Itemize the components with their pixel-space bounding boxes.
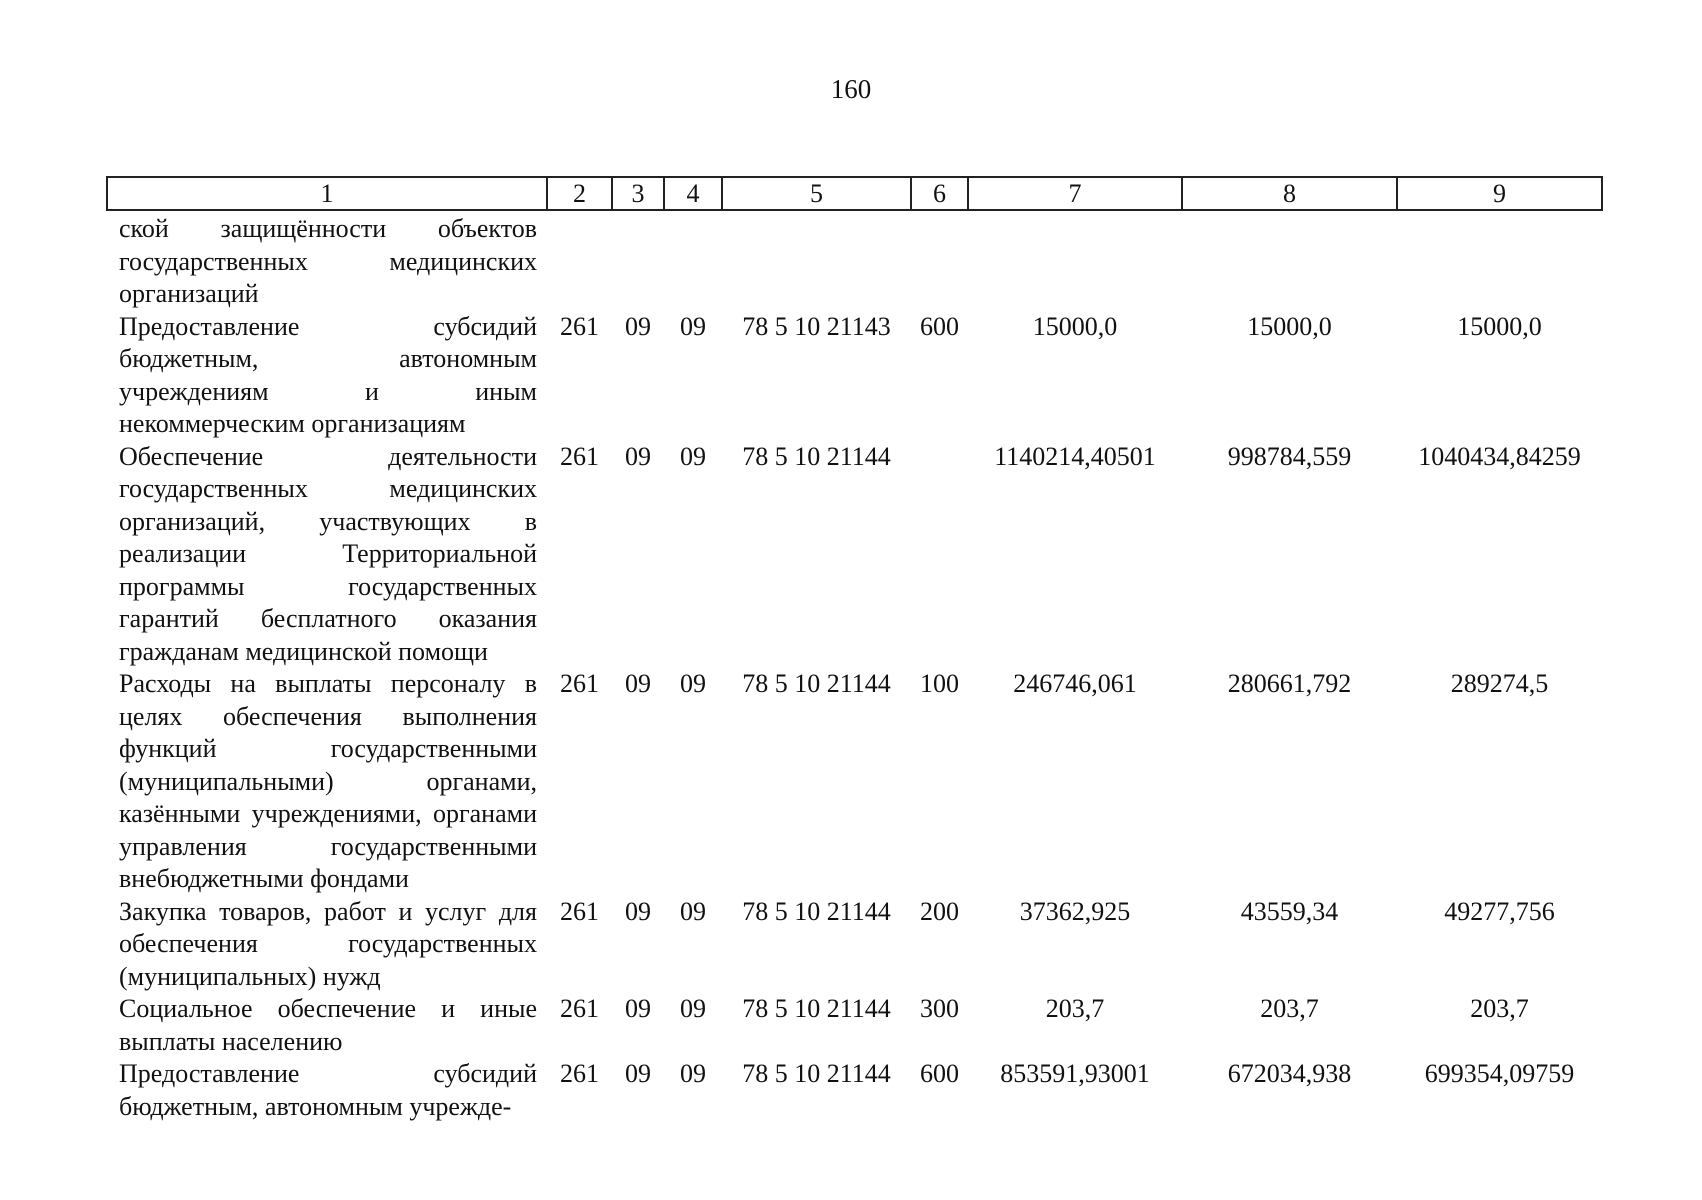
cell-col-2: 261 [560,441,599,471]
table-row [107,668,1602,896]
cell-col-8 [1182,210,1397,311]
column-header-4: 4 [664,177,722,210]
cell-col-6 [911,210,968,311]
cell-col-6: 200 [920,896,959,926]
column-header-8: 8 [1182,177,1397,210]
cell-col-3: 09 [625,669,651,698]
cell-col-9: 203,7 [1470,994,1529,1023]
cell-col-8: 672034,938 [1227,1059,1352,1088]
column-header-9: 9 [1397,177,1602,210]
table-row [107,210,1602,311]
cell-col-7: 1140214,40501 [994,441,1156,471]
table-row [107,896,1602,994]
page-number: 160 [830,74,872,104]
cell-col-3: 09 [625,311,651,341]
cell-col-7: 37362,925 [1019,896,1131,926]
row-description: ской защищённости объектов государственных медицинских организаций [119,214,537,308]
cell-col-3: 09 [625,896,651,926]
table-row [107,993,1602,1058]
cell-col-9: 15000,0 [1457,311,1542,341]
table-row [107,311,1602,441]
cell-col-3: 09 [625,994,651,1023]
table-header [107,177,1602,210]
table-row [107,1058,1602,1123]
cell-col-9: 699354,09759 [1424,1059,1575,1088]
cell-col-5 [722,210,911,311]
column-header-6: 6 [911,177,968,210]
cell-col-4: 09 [680,896,706,926]
cell-col-6: 300 [920,994,959,1023]
cell-col-4: 09 [680,994,706,1023]
cell-col-7: 246746,061 [1013,669,1137,698]
cell-col-8: 203,7 [1260,994,1319,1023]
table-row [107,441,1602,669]
cell-col-2: 261 [560,669,599,698]
column-header-3: 3 [612,177,664,210]
cell-col-4: 09 [680,669,706,698]
row-description: Закупка товаров, работ и услуг для обеспечения государственных (муниципальных) нужд [119,896,537,991]
row-description: Предоставление субсидий бюджетным, автономным учрежде- [119,1059,537,1121]
cell-col-9: 49277,756 [1444,896,1555,926]
cell-col-6: 600 [920,311,959,341]
cell-col-3: 09 [625,1059,651,1088]
cell-col-5: 78 5 10 21144 [742,896,891,926]
column-header-1: 1 [107,177,547,210]
cell-col-9: 1040434,84259 [1418,441,1581,471]
cell-col-7: 15000,0 [1032,311,1118,341]
cell-col-2 [547,210,612,311]
cell-col-4: 09 [680,1059,706,1088]
budget-table [106,176,1603,1123]
cell-col-5: 78 5 10 21144 [742,669,891,698]
cell-col-4: 09 [680,441,706,471]
cell-col-2: 261 [560,896,599,926]
cell-col-6: 600 [920,1059,959,1088]
row-description: Предоставление субсидий бюджетным, автономным учреждениям и иным некоммерческим организациям [119,311,537,438]
cell-col-2: 261 [560,1059,599,1088]
cell-col-6: 100 [920,669,959,698]
cell-col-8: 998784,559 [1227,441,1352,471]
cell-col-8: 15000,0 [1247,311,1332,341]
row-description: Обеспечение деятельности государственных медицинских организаций, участвующих в реализации Территориальной программы государственных гарантий бесплатного оказания гражданам медицинской помощи [119,441,537,666]
cell-col-5: 78 5 10 21144 [742,1059,891,1088]
cell-col-4: 09 [680,311,706,341]
cell-col-7 [968,210,1182,311]
column-header-7: 7 [968,177,1182,210]
cell-col-7: 203,7 [1045,994,1105,1023]
row-description: Социальное обеспечение и иные выплаты населению [119,994,537,1056]
header-row [107,177,1602,210]
cell-col-3 [612,210,664,311]
row-description: Расходы на выплаты персоналу в целях обеспечения выполнения функций государственными (муниципальными) органами, казёнными учреждениями, органами управления государственными внебюджетными фондами [119,669,537,893]
column-header-2: 2 [547,177,612,210]
cell-col-2: 261 [560,994,599,1023]
cell-col-5: 78 5 10 21144 [742,994,891,1023]
cell-col-9 [1397,210,1602,311]
cell-col-9: 289274,5 [1450,669,1549,698]
cell-col-2: 261 [560,311,599,341]
cell-col-5: 78 5 10 21144 [742,441,891,471]
table-body [107,210,1602,1123]
cell-col-6 [911,441,968,669]
cell-col-3: 09 [625,441,651,471]
cell-col-8: 43559,34 [1240,896,1339,926]
cell-col-8: 280661,792 [1227,669,1352,698]
cell-col-4 [664,210,722,311]
column-header-5: 5 [722,177,911,210]
cell-col-5: 78 5 10 21143 [742,311,891,341]
cell-col-7: 853591,93001 [1000,1059,1150,1088]
